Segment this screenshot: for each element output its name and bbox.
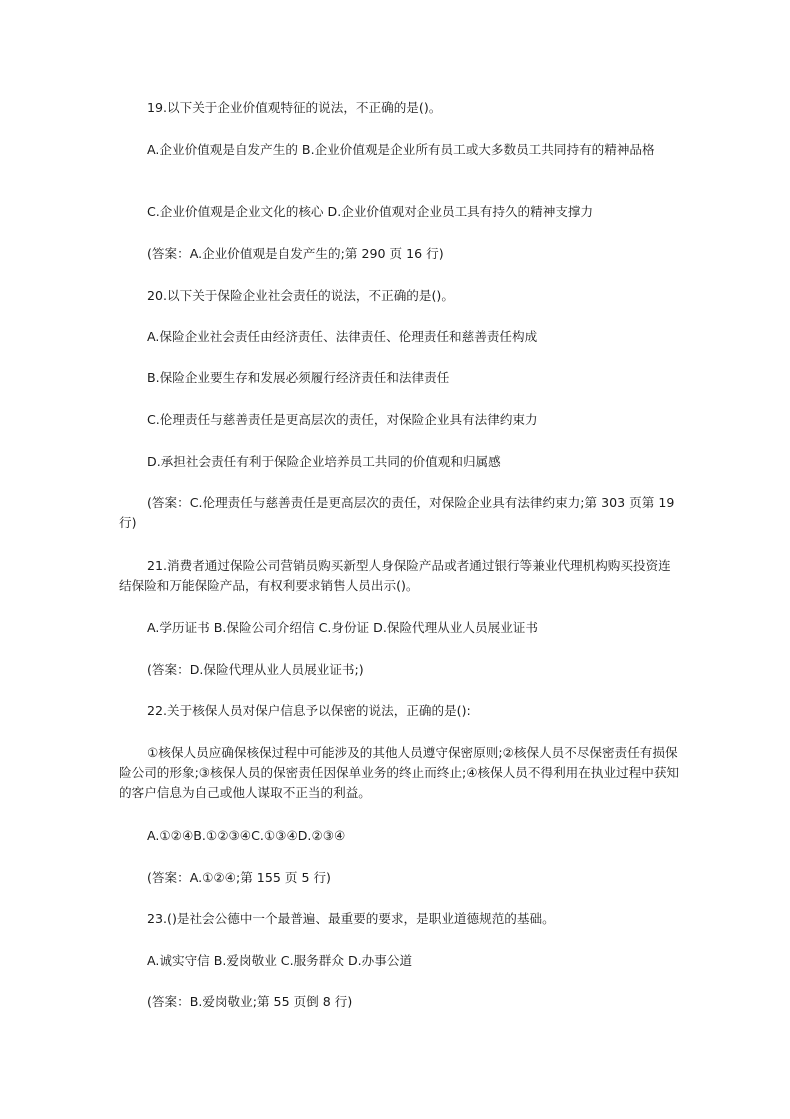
q20-question: 20.以下关于保险企业社会责任的说法，不正确的是()。 (147, 288, 454, 303)
q21-options: A.学历证书 B.保险公司介绍信 C.身份证 D.保险代理从业人员展业证书 (147, 620, 538, 635)
q19-options-ab: A.企业价值观是自发产生的 B.企业价值观是企业所有员工或大多数员工共同持有的精神品格 (147, 142, 655, 157)
q20-option-a: A.保险企业社会责任由经济责任、法律责任、伦理责任和慈善责任构成 (147, 329, 538, 344)
q22-options: A.①②④B.①②③④C.①③④D.②③④ (147, 828, 346, 843)
q19-options-cd: C.企业价值观是企业文化的核心 D.企业价值观对企业员工具有持久的精神支撑力 (147, 204, 594, 219)
q20-answer: (答案：C.伦理责任与慈善责任是更高层次的责任，对保险企业具有法律约束力;第 303 页第 19 行) (119, 495, 675, 530)
q21-answer: (答案：D.保险代理从业人员展业证书;) (147, 662, 364, 677)
q19-question: 19.以下关于企业价值观特征的说法，不正确的是()。 (147, 100, 442, 115)
q20-option-d: D.承担社会责任有利于保险企业培养员工共同的价值观和归属感 (147, 454, 501, 469)
q22-answer: (答案：A.①②④;第 155 页 5 行) (147, 870, 331, 885)
q21-question: 21.消费者通过保险公司营销员购买新型人身保险产品或者通过银行等兼业代理机构购买投资连结保险和万能保险产品，有权利要求销售人员出示()。 (119, 558, 671, 593)
q22-statements: ①核保人员应确保核保过程中可能涉及的其他人员遵守保密原则;②核保人员不尽保密责任有损保险公司的形象;③核保人员的保密责任因保单业务的终止而终止;④核保人员不得利用在执业过程中获知的客户信息为自己或他人谋取不正当的利益。 (119, 745, 680, 800)
q22-question: 22.关于核保人员对保户信息予以保密的说法，正确的是(): (147, 703, 471, 718)
q23-options: A.诚实守信 B.爱岗敬业 C.服务群众 D.办事公道 (147, 953, 413, 968)
q20-option-b: B.保险企业要生存和发展必须履行经济责任和法律责任 (147, 370, 450, 385)
q23-answer: (答案：B.爱岗敬业;第 55 页倒 8 行) (147, 994, 353, 1009)
q20-option-c: C.伦理责任与慈善责任是更高层次的责任，对保险企业具有法律约束力 (147, 412, 538, 427)
q23-question: 23.()是社会公德中一个最普遍、最重要的要求，是职业道德规范的基础。 (147, 911, 555, 926)
q19-answer: (答案：A.企业价值观是自发产生的;第 290 页 16 行) (147, 246, 444, 261)
